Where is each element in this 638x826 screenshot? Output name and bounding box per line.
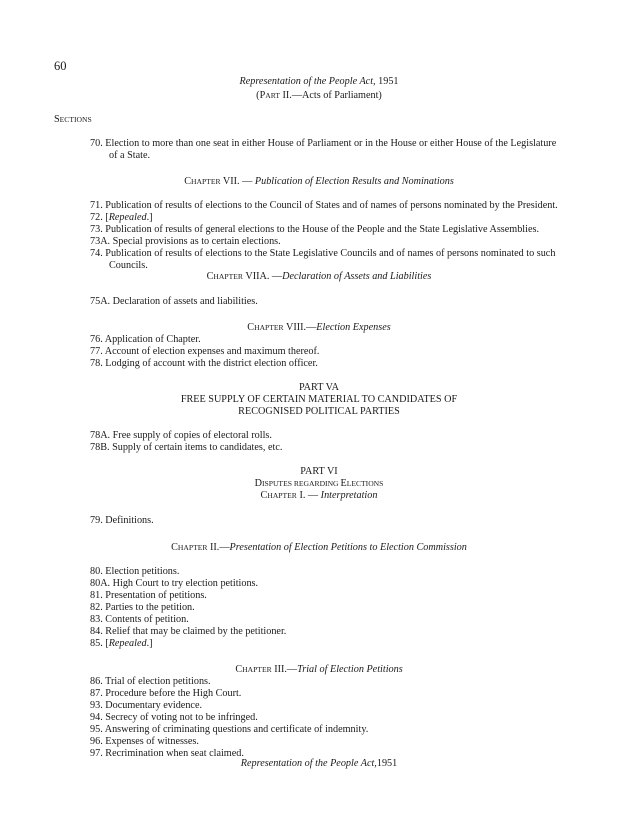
section-93: 93. Documentary evidence. <box>90 700 203 711</box>
ch-hapter: HAPTER <box>213 272 243 281</box>
part-vi-subtitle <box>0 478 638 490</box>
running-footer <box>0 758 638 770</box>
sections-first: S <box>54 114 60 125</box>
section-94: 94. Secrecy of voting not to be infringed. <box>90 712 258 723</box>
running-header <box>0 76 638 88</box>
section-95: 95. Answering of criminating questions and certificate of indemnity. <box>90 724 369 735</box>
section-76: 76. Application of Chapter. <box>90 334 201 345</box>
ch3-num: III.— <box>271 664 298 675</box>
ch-hapter: HAPTER <box>254 323 284 332</box>
footer-act-year: 1951 <box>376 758 398 769</box>
page-number: 60 <box>54 59 67 73</box>
chapter-i-heading <box>0 490 638 502</box>
section-70: 70. Election to more than one seat in either House of Parliament or in the House or either House of the Legislature <box>90 138 557 149</box>
section-78: 78. Lodging of account with the district election officer. <box>90 358 318 369</box>
part-p: P <box>259 90 266 101</box>
ch-c: C <box>171 542 178 553</box>
ch-c: C <box>260 490 268 501</box>
ch-hapter: HAPTER <box>177 543 208 552</box>
section-77: 77. Account of election expenses and maximum thereof. <box>90 346 320 357</box>
act-title: Representation of the People Act, <box>239 76 376 87</box>
section-81: 81. Presentation of petitions. <box>90 590 207 601</box>
section-79: 79. Definitions. <box>90 515 154 526</box>
chapter-ii-heading <box>0 542 638 554</box>
section-78b: 78B. Supply of certain items to candidates, etc. <box>90 442 283 453</box>
e2: LECTIONS <box>346 479 384 488</box>
ch2-title: Presentation of Election Petitions to Election Commission <box>229 542 467 553</box>
ch8-title: Election Expenses <box>316 322 391 333</box>
section-97: 97. Recrimination when seat claimed. <box>90 748 244 759</box>
section-71: 71. Publication of results of elections to the Council of States and of names of persons nominated by the President. <box>90 200 558 211</box>
part-rest: II.—Acts of Parliament) <box>279 90 382 101</box>
section-82: 82. Parties to the petition. <box>90 602 195 613</box>
section-85 <box>90 638 153 650</box>
part-va-line1: FREE SUPPLY OF CERTAIN MATERIAL TO CANDIDATES OF <box>180 394 458 405</box>
section-84: 84. Relief that may be claimed by the petitioner. <box>90 626 287 637</box>
section-74-cont: Councils. <box>109 260 148 271</box>
section-83: 83. Contents of petition. <box>90 614 189 625</box>
chapter-viia-heading <box>0 271 638 283</box>
chapter-iii-heading <box>0 664 638 676</box>
section-70-cont: of a State. <box>109 150 151 161</box>
ch8-num: VIII.— <box>283 322 317 333</box>
sections-label <box>54 114 92 126</box>
ch-c: C <box>184 176 191 187</box>
section-86: 86. Trial of election petitions. <box>90 676 211 687</box>
e1: E <box>340 478 347 489</box>
section-96: 96. Expenses of witnesses. <box>90 736 199 747</box>
ch7-title: Publication of Election Results and Nominations <box>254 176 454 187</box>
section-75a: 75A. Declaration of assets and liabilities. <box>90 296 258 307</box>
d2: ISPUTES REGARDING <box>261 479 341 488</box>
part-va-title: PART VA <box>298 382 340 393</box>
sec85-word: Repealed <box>108 638 147 649</box>
ch-c: C <box>206 271 214 282</box>
section-87: 87. Procedure before the High Court. <box>90 688 242 699</box>
ch7a-num: VIIA. — <box>242 271 283 282</box>
part-header <box>0 90 638 102</box>
section-73: 73. Publication of results of general elections to the House of the People and the State Legislative Assemblies. <box>90 224 539 235</box>
ch-hapter: HAPTER <box>190 177 221 186</box>
act-year: 1951 <box>375 76 399 87</box>
part-va-line2: RECOGNISED POLITICAL PARTIES <box>238 406 400 417</box>
ch2-num: II.— <box>207 542 230 553</box>
ch-hapter: HAPTER <box>242 665 272 674</box>
sec85-num: 85. [ <box>90 638 109 649</box>
ch7-num: VII. — <box>220 176 255 187</box>
section-80a: 80A. High Court to try election petitions. <box>90 578 259 589</box>
part-open: ( <box>256 90 260 101</box>
sec85-end: .] <box>146 638 153 649</box>
part-vi-title: PART VI <box>300 466 338 477</box>
d1: D <box>254 478 262 489</box>
section-73a: 73A. Special provisions as to certain elections. <box>90 236 281 247</box>
section-74: 74. Publication of results of elections to the State Legislative Councils and of names of persons nominated to such <box>90 248 556 259</box>
chapter-vii-heading <box>0 176 638 188</box>
ch-c: C <box>235 664 243 675</box>
part-small: ART <box>265 91 280 100</box>
sections-rest: ECTIONS <box>59 115 92 124</box>
ch-c: C <box>247 322 255 333</box>
ch1-title: Interpretation <box>320 490 378 501</box>
ch-hapter: HAPTER <box>267 491 297 500</box>
ch7a-title: Declaration of Assets and Liabilities <box>282 271 432 282</box>
section-72: 72. [Repealed.] <box>90 212 153 223</box>
ch3-title: Trial of Election Petitions <box>297 664 403 675</box>
section-78a: 78A. Free supply of copies of electoral rolls. <box>90 430 272 441</box>
ch1-num: I. — <box>296 490 321 501</box>
section-80: 80. Election petitions. <box>90 566 180 577</box>
footer-act-title: Representation of the People Act, <box>240 758 377 769</box>
chapter-viii-heading <box>0 322 638 334</box>
